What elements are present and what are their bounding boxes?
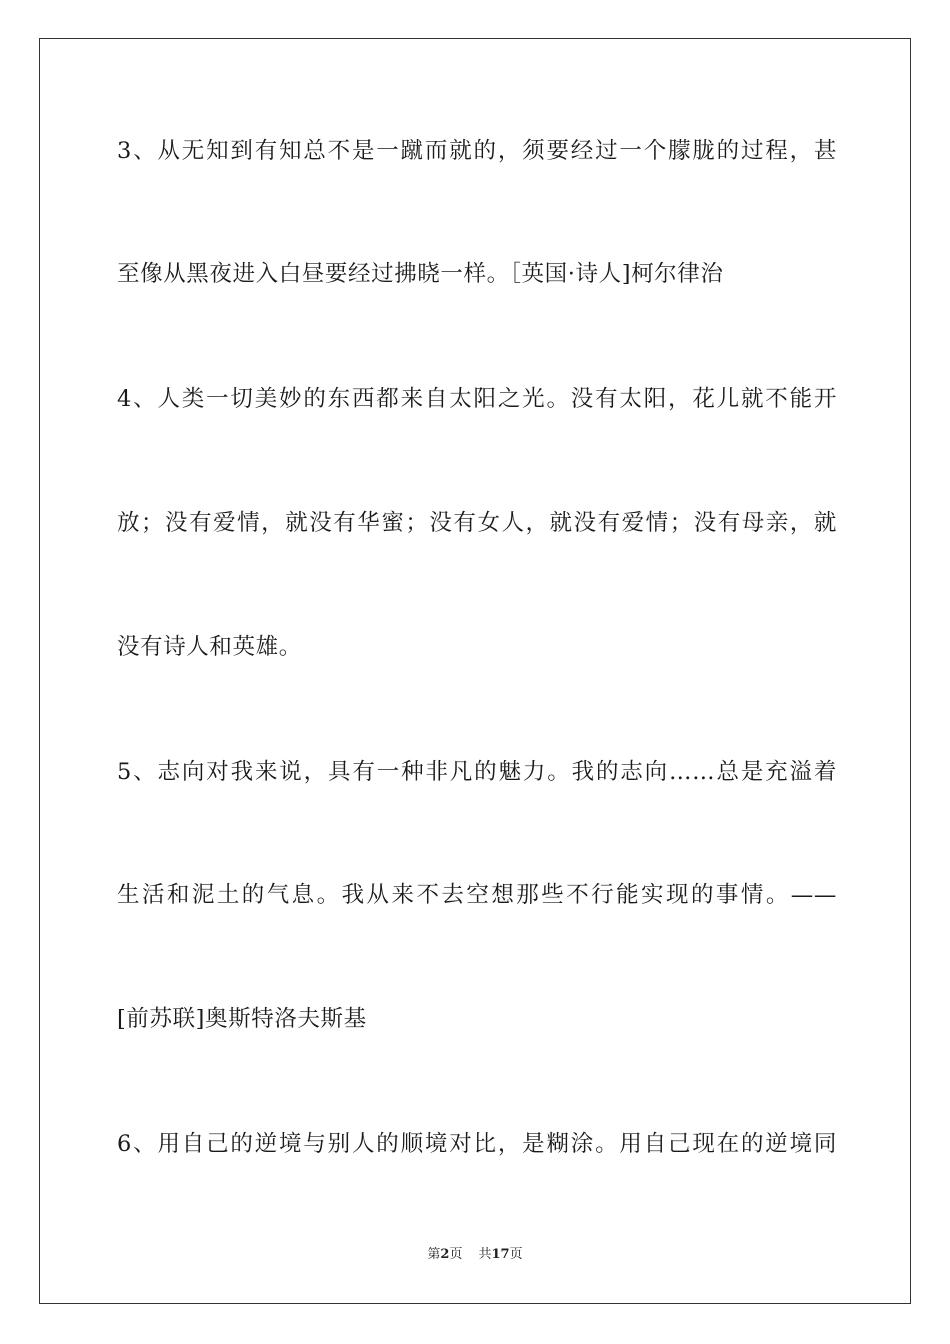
page-border (39, 38, 911, 1304)
text-line-8: [前苏联]奥斯特洛夫斯基 (117, 1006, 367, 1032)
text-line-5: 没有诗人和英雄。 (117, 634, 302, 660)
text-line-9: 6、用自己的逆境与别人的顺境对比，是糊涂。用自己现在的逆境同 (117, 1131, 837, 1157)
page-footer (0, 1246, 950, 1264)
total-prefix: 共 (478, 1247, 492, 1262)
text-line-3: 4、人类一切美妙的东西都来自太阳之光。没有太阳，花儿就不能开 (117, 386, 837, 412)
text-line-6: 5、志向对我来说，具有一种非凡的魅力。我的志向……总是充溢着 (117, 759, 837, 785)
text-line-7: 生活和泥土的气息。我从来不去空想那些不行能实现的事情。—— (117, 882, 837, 908)
page-prefix: 第 (427, 1247, 441, 1262)
total-pages: 17 (491, 1247, 510, 1262)
text-line-2: 至像从黑夜进入白昼要经过拂晓一样。［英国·诗人]柯尔律治 (117, 261, 724, 287)
page-suffix: 页 (449, 1247, 463, 1262)
text-line-1: 3、从无知到有知总不是一蹴而就的，须要经过一个朦胧的过程，甚 (117, 138, 837, 164)
total-suffix: 页 (509, 1247, 523, 1262)
text-line-4: 放；没有爱情，就没有华蜜；没有女人，就没有爱情；没有母亲，就 (117, 510, 837, 536)
page-number: 2 (440, 1247, 450, 1262)
